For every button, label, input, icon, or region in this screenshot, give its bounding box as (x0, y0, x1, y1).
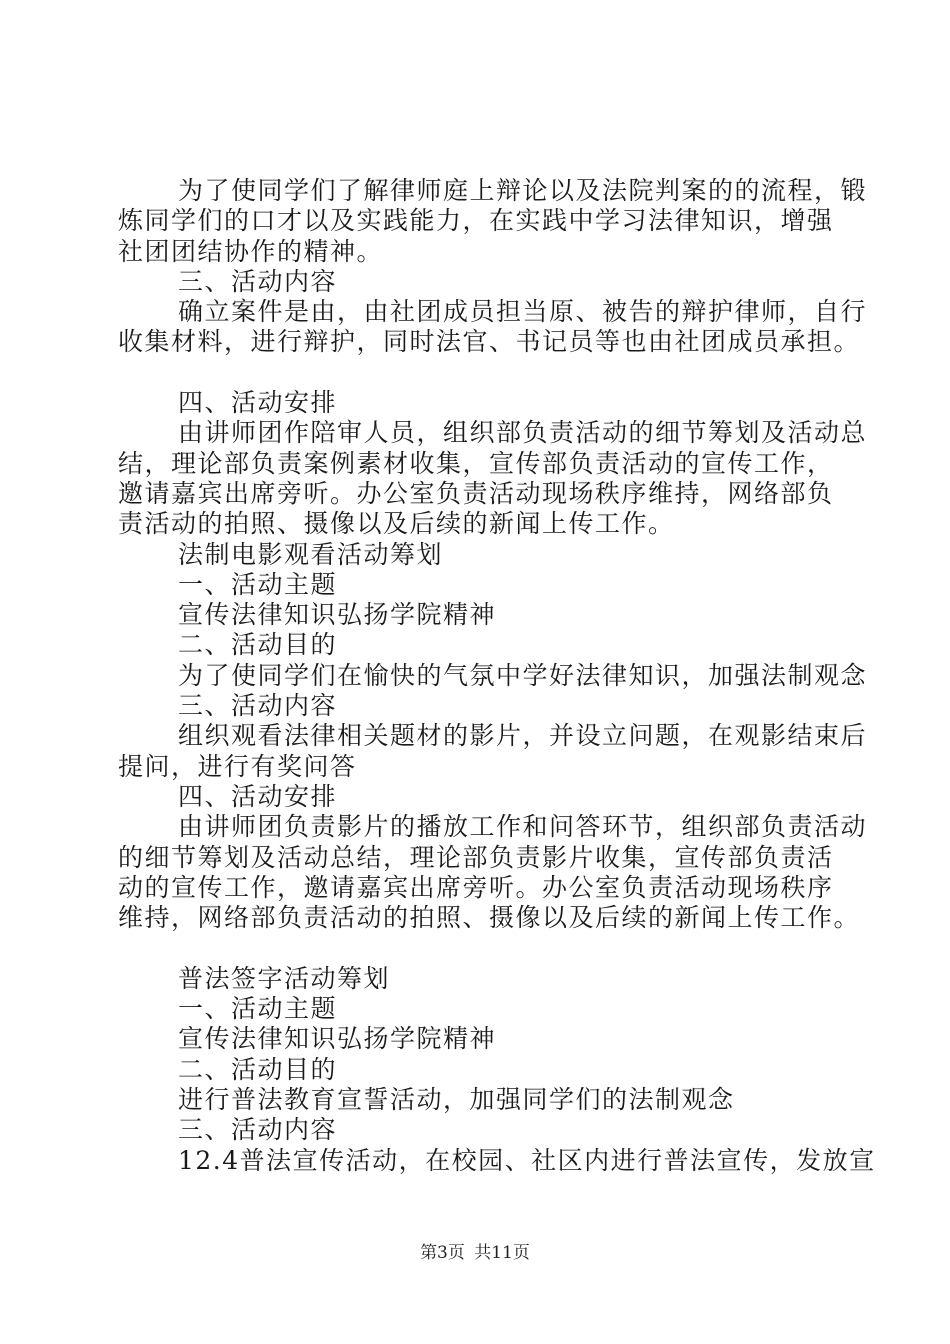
paragraph-line: 由讲师团负责影片的播放工作和问答环节，组织部负责活动 (178, 812, 868, 842)
section-heading: 一、活动主题 (178, 994, 338, 1024)
section-heading: 二、活动目的 (178, 630, 338, 660)
plan-title: 普法签字活动筹划 (178, 963, 391, 993)
paragraph-line: 收集材料，进行辩护，同时法官、书记员等也由社团成员承担。 (118, 327, 861, 357)
section-heading: 三、活动内容 (178, 691, 338, 721)
section-heading: 三、活动内容 (178, 1115, 338, 1145)
paragraph-line: 为了使同学们了解律师庭上辩论以及法院判案的的流程，锻 (178, 176, 868, 205)
blank-line (118, 358, 848, 388)
section-heading: 四、活动安排 (178, 388, 338, 418)
paragraph-line: 由讲师团作陪审人员，组织部负责活动的细节筹划及活动总 (178, 418, 868, 448)
paragraph-line: 炼同学们的口才以及实践能力，在实践中学习法律知识，增强 (118, 206, 834, 236)
section-heading: 四、活动安排 (178, 781, 338, 811)
paragraph-line: 宣传法律知识弘扬学院精神 (178, 1024, 497, 1054)
paragraph-line: 宣传法律知识弘扬学院精神 (178, 600, 497, 630)
paragraph-line: 动的宣传工作，邀请嘉宾出席旁听。办公室负责活动现场秩序 (118, 872, 834, 902)
section-heading: 一、活动主题 (178, 569, 338, 599)
paragraph-line: 的细节筹划及活动总结，理论部负责影片收集，宣传部负责活 (118, 842, 834, 872)
paragraph-line: 确立案件是由，由社团成员担当原、被告的辩护律师，自行 (178, 297, 868, 327)
plan-title: 法制电影观看活动筹划 (178, 539, 444, 569)
paragraph-line: 责活动的拍照、摄像以及后续的新闻上传工作。 (118, 509, 675, 539)
paragraph-line: 为了使同学们在愉快的气氛中学好法律知识，加强法制观念 (178, 660, 868, 690)
page-number: 第3页 (420, 1243, 465, 1263)
section-heading: 二、活动目的 (178, 1054, 338, 1084)
blank-line (118, 933, 848, 963)
paragraph-line: 提问，进行有奖问答 (118, 751, 357, 781)
paragraph-line: 进行普法教育宣誓活动，加强同学们的法制观念 (178, 1084, 735, 1114)
document-body (118, 176, 876, 1176)
page-footer (0, 1242, 950, 1264)
section-heading: 三、活动内容 (178, 266, 338, 296)
page-total: 共11页 (474, 1243, 530, 1263)
paragraph-line: 邀请嘉宾出席旁听。办公室负责活动现场秩序维持，网络部负 (118, 478, 834, 508)
paragraph-line: 维持，网络部负责活动的拍照、摄像以及后续的新闻上传工作。 (118, 903, 861, 933)
paragraph-line: 组织观看法律相关题材的影片，并设立问题，在观影结束后 (178, 721, 868, 751)
paragraph-line: 社团团结协作的精神。 (118, 236, 384, 266)
paragraph-line: 结，理论部负责案例素材收集，宣传部负责活动的宣传工作， (118, 448, 834, 478)
paragraph-line: 12.4普法宣传活动，在校园、社区内进行普法宣传，发放宣 (178, 1145, 876, 1175)
